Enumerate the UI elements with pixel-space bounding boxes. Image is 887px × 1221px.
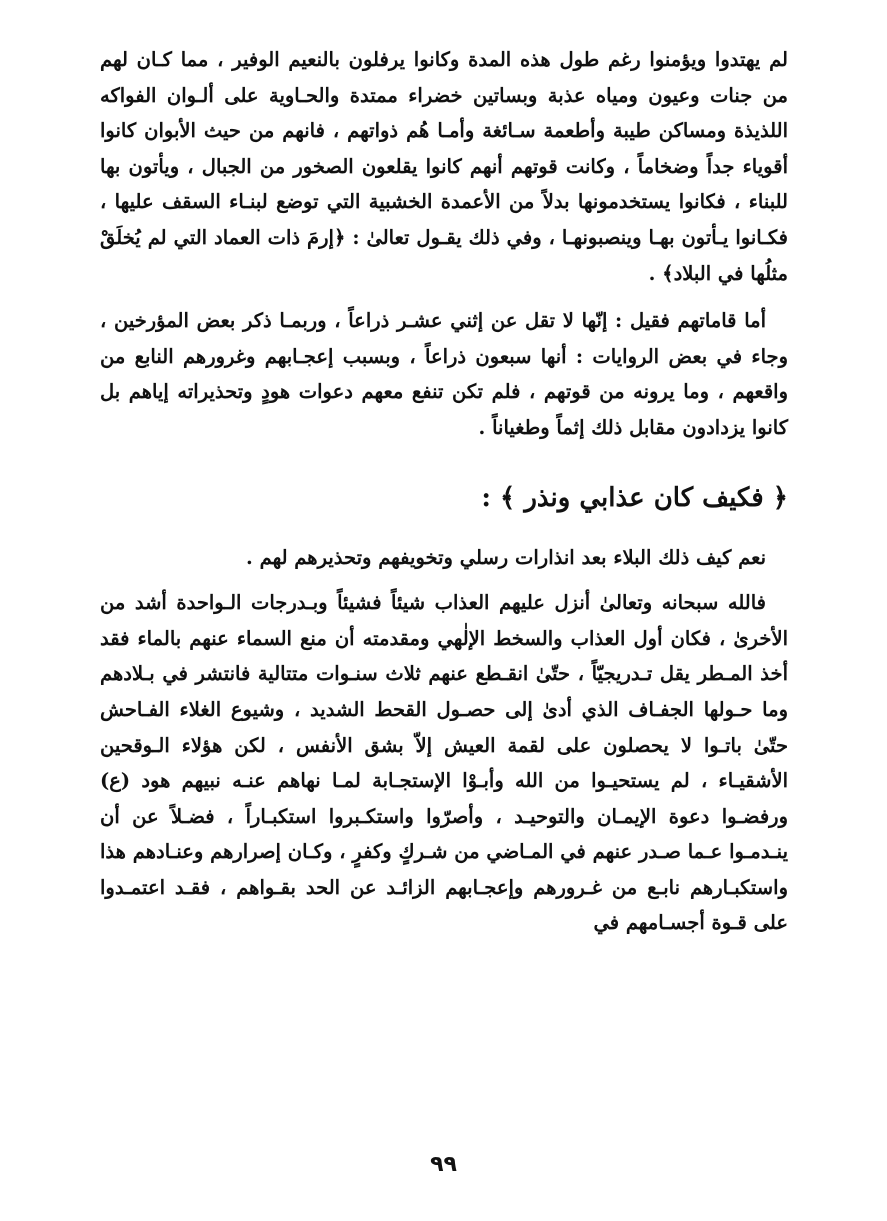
paragraph-ad-wealth: لم يهتدوا ويؤمنوا رغم طول هذه المدة وكانوا يرفلون بالنعيم الوفير ، مما كـان لهم من جنات وعيون ومياه عذبة وبساتين خضراء ممتدة والحـاوية على ألـوان الفواكه اللذيذة ومساكن طيبة وأطعمة سـائغة وأمـا هُم ذواتهم ، فانهم من حيث الأبوان كانوا أقوياء جداً وضخاماً ، وكانت قوتهم أنهم كانوا يقلعون الصخور من الجبال ، ويأتون بها للبناء ، فكانوا يستخدمونها بدلاً من الأعمدة الخشبية التي توضع لبنـاء السقف عليها ، فكـانوا يـأتون بهـا وينصبونهـا ، وفي ذلك يقـول تعالىٰ : ﴿إرمَ ذات العماد التي لم يُخلَقْ مثلُها في البلاد﴾ . — [100, 48, 788, 285]
paragraph-warnings: نعم كيف ذلك البلاء بعد انذارات رسلي وتخويفهم وتحذيرهم لهم . — [246, 545, 766, 569]
section-heading: ﴿ فكيف كان عذابي ونذر ﴾ : — [481, 482, 788, 513]
paragraph-ad-stature: أما قاماتهم فقيل : إنّها لا تقل عن إثني عشـر ذراعاً ، وربمـا ذكر بعض المؤرخين ، وجاء في بعض الروايات : أنها سبعون ذراعاً ، وبسبب إعجـابهم وغرورهم النابع من واقعهم ، وما يرونه من قوتهم ، فلم تكن تنفع معهم دعوات هودٍ وتحذيراته إياهم بل كانوا يزدادون مقابل ذلك إثماً وطغياناً . — [100, 309, 788, 439]
paragraph-punishment: فالله سبحانه وتعالىٰ أنزل عليهم العذاب شيئاً فشيئاً وبـدرجات الـواحدة أشد من الأخرىٰ ، فكان أول العذاب والسخط الإلٰهي ومقدمته أن منع السماء عنهم بالماء فقد أخذ المـطر يقل تـدريجيّاً ، حتّىٰ انقـطع عنهم ثلاث سنـوات متتالية فانتشر في بـلادهم وما حـولها الجفـاف الذي أدىٰ إلى حصـول القحط الشديد ، وشيوع الغلاء الفـاحش حتّىٰ باتـوا لا يحصلون على لقمة العيش إلاّ بشق الأنفس ، لكن هؤلاء الـوقحين الأشقيـاء ، لم يستحيـوا من الله وأبـوْا الإستجـابة لمـا نهاهم عنـه نبيهم هود (ع) ورفضـوا دعوة الإيمـان والتوحيـد ، وأصرّوا واستكـبروا استكبـاراً ، فضـلاً عن أن ينـدمـوا عـما صـدر عنهم في المـاضي من شـركٍ وكفرٍ ، وكـان إصرارهم وعنـادهم هذا واستكبـارهم نابـع من غـرورهم وإعجـابهم الزائـد عن الحد بقـواهم ، فقـد اعتمـدوا على قـوة أجسـامهم في — [100, 591, 788, 935]
page-body — [100, 42, 788, 941]
page-number: ٩٩ — [430, 1152, 457, 1177]
